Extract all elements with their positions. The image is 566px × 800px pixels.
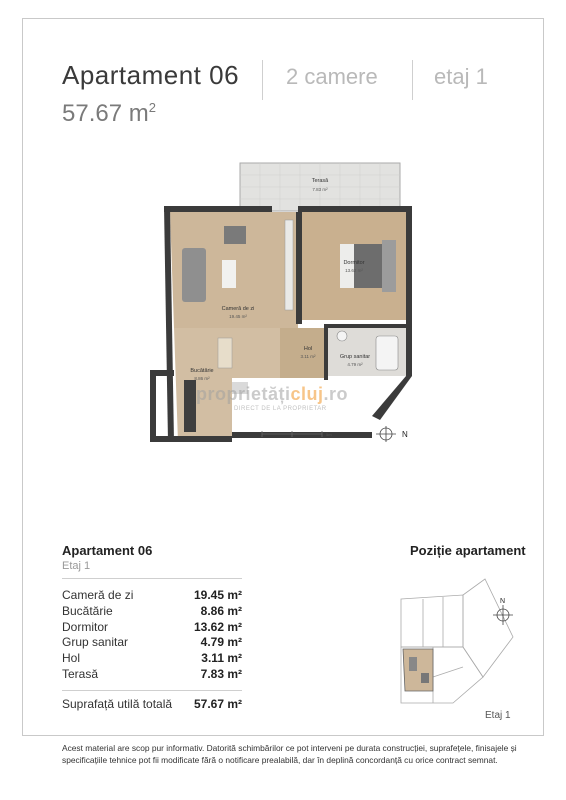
svg-text:Hol: Hol [303,346,313,352]
svg-text:4.79 m²: 4.79 m² [347,362,363,367]
room-label-terrace: Terasă [311,178,329,184]
room-row: Bucătărie 8.86 m² [62,603,242,618]
svg-text:N: N [500,598,506,605]
compass-icon [376,426,408,442]
apartment-highlight [403,649,433,691]
headboard [382,240,396,292]
building-position-map [393,577,533,707]
position-floor-label: Etaj 1 [485,710,511,721]
kitchen-counter [184,380,196,432]
room-row: Cameră de zi 19.45 m² [62,588,242,602]
total-area-row: Suprafață utilă totală 57.67 m² [62,697,242,711]
wardrobe [285,220,293,310]
svg-text:3.11 m²: 3.11 m² [300,354,316,359]
room-row: Grup sanitar 4.79 m² [62,635,242,650]
svg-text:N: N [402,430,408,439]
svg-text:19.45 m²: 19.45 m² [229,314,247,319]
rooms-count: 2 camere [286,64,378,89]
header-divider [262,60,263,100]
dining-table [218,338,232,368]
sofa [182,248,206,302]
hall-floor [280,328,324,378]
divider [62,578,242,579]
apartment-title: Apartament 06 [62,60,240,90]
svg-text:5m: 5m [326,432,332,437]
svg-text:7.83 m²: 7.83 m² [312,187,328,192]
floor-label: etaj 1 [434,64,488,89]
svg-text:13.62 m²: 13.62 m² [345,268,363,273]
info-title: Apartament 06 [62,543,153,558]
svg-text:Bucătărie: Bucătărie [190,368,214,374]
watermark: proprietățicluj.ro [196,384,349,404]
room-row: Terasă 7.83 m² [62,666,242,681]
coffee-table [222,260,236,288]
position-title: Poziție apartament [410,543,526,558]
apartment-area: 57.67 $m^2$ [62,100,156,127]
disclaimer: Acest material are scop pur informativ. Datorită schimbărilor ce pot interveni pe durata construcției, suprafețele, finisajele și specificațiile tehnice pot fii modificate fără o notificare prealabilă, dar în deplină concordanță cu orice contract semnat. [62,743,517,765]
room-row: Hol 3.11 m² [62,651,242,666]
header-divider [412,60,413,100]
info-floor: Etaj 1 [62,560,91,572]
bed-sheet [340,244,354,288]
room-row: Dormitor 13.62 m² [62,619,242,634]
armchair [224,226,246,244]
svg-text:8.86 m²: 8.86 m² [194,376,210,381]
svg-text:Dormitor: Dormitor [343,260,365,266]
svg-text:Grup sanitar: Grup sanitar [339,354,371,360]
room-list [62,588,242,683]
toilet [337,331,347,341]
watermark-subtitle: DIRECT DE LA PROPRIETAR [234,406,327,412]
bathtub [376,336,398,370]
svg-text:Cameră de zi: Cameră de zi [221,306,255,312]
divider [62,690,242,691]
